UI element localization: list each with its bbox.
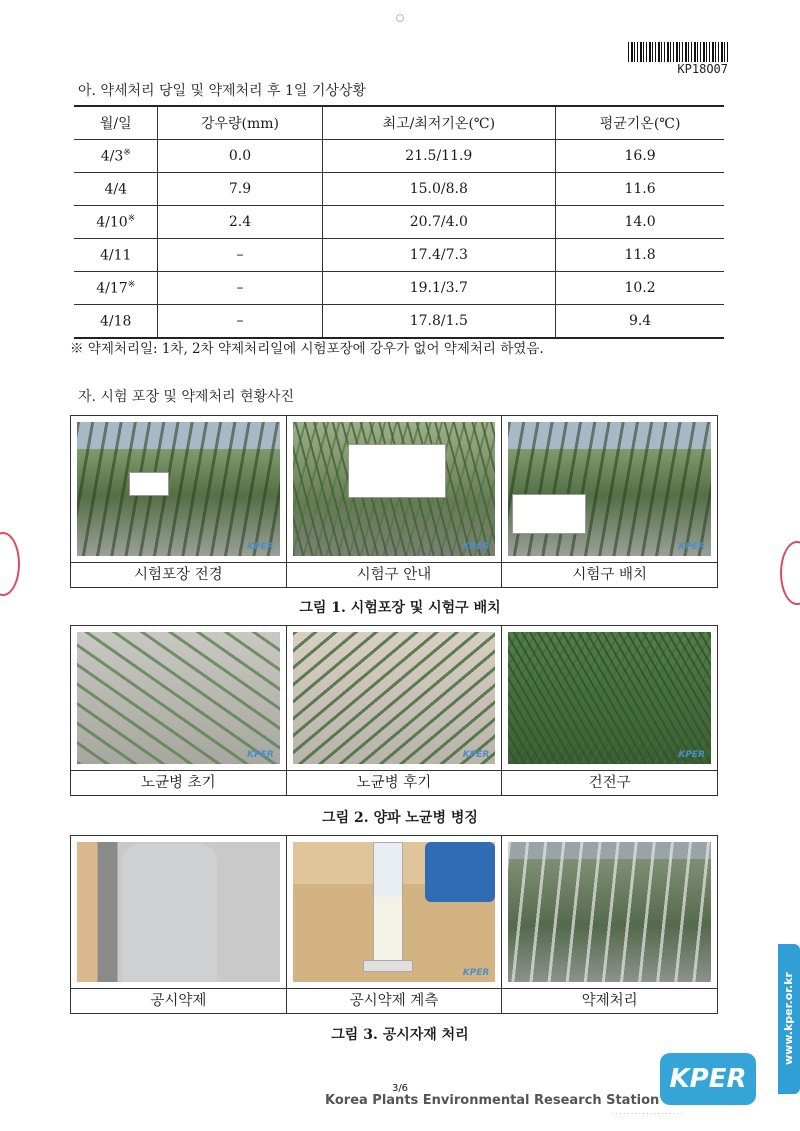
- kper-logo: KPER: [660, 1053, 756, 1105]
- kper-watermark: KPER: [462, 542, 490, 552]
- date-cell: 4/3※: [74, 140, 158, 173]
- cylinder-base: [363, 960, 413, 972]
- figure-title: 그림 3. 공시자재 처리: [331, 1027, 469, 1043]
- figure-caption: 노균병 후기: [287, 771, 503, 795]
- photo-chemical-measurement: [287, 836, 503, 988]
- fine-print: · · · · · · · · · · · · · · · · · · ·: [612, 1111, 683, 1118]
- figure-caption: 건전구: [588, 775, 631, 791]
- photo-healthy-plot: [502, 626, 717, 770]
- avg-cell: 11.6: [556, 173, 724, 206]
- rain-cell: –: [158, 239, 322, 272]
- photo-test-chemical: [71, 836, 287, 988]
- figure-1: [70, 415, 718, 588]
- rain-cell: 2.4: [158, 206, 322, 239]
- column-header: 최고/최저기온(℃): [322, 106, 556, 140]
- figure-2: [70, 625, 718, 796]
- figure-caption: 시험구 안내: [287, 563, 503, 587]
- table-row: [74, 239, 724, 272]
- temp-cell: 17.4/7.3: [322, 239, 556, 272]
- weather-table: [74, 105, 724, 339]
- rain-cell: –: [158, 305, 322, 339]
- photo-downy-mildew-late: [287, 626, 503, 770]
- photo-spraying: [502, 836, 717, 988]
- avg-cell: 10.2: [556, 272, 724, 305]
- chemical-bottle: [122, 844, 217, 982]
- section-title-weather: 아. 약세처리 당일 및 약제처리 후 1일 기상상황: [78, 83, 366, 99]
- blue-barrel: [425, 842, 495, 902]
- temp-cell: 15.0/8.8: [322, 173, 556, 206]
- kper-watermark: KPER: [678, 542, 706, 552]
- avg-cell: 9.4: [556, 305, 724, 339]
- table-row: [74, 272, 724, 305]
- measuring-cylinder: [373, 842, 403, 964]
- table-row: [74, 140, 724, 173]
- figure-title: 그림 2. 양파 노균병 병징: [322, 810, 478, 826]
- figure-caption: 공시약제 계측: [287, 989, 503, 1013]
- document-code: KP18O07: [677, 62, 728, 76]
- section-title-photos: 자. 시험 포장 및 약제처리 현황사진: [78, 389, 295, 405]
- station-name: Korea Plants Environmental Research Station: [325, 1093, 660, 1108]
- kper-watermark: KPER: [247, 542, 274, 552]
- figure-caption: 시험구 배치: [572, 567, 647, 583]
- avg-cell: 14.0: [556, 206, 724, 239]
- plot-guide-sign: [348, 444, 446, 498]
- column-header: 평균기온(℃): [556, 106, 724, 140]
- table-row: [74, 173, 724, 206]
- kper-watermark: KPER: [462, 750, 490, 760]
- column-header: 월/일: [74, 106, 158, 140]
- rain-cell: 0.0: [158, 140, 322, 173]
- avg-cell: 16.9: [556, 140, 724, 173]
- figure-3: [70, 835, 718, 1014]
- kper-watermark: KPER: [678, 750, 706, 760]
- date-cell: 4/18: [74, 305, 158, 339]
- table-row: [74, 305, 724, 339]
- table-note: ※ 약제처리일: 1차, 2차 약제처리일에 시험포장에 강우가 없어 약제처리 하였음.: [70, 341, 544, 357]
- date-cell: 4/4: [74, 173, 158, 206]
- photo-field-overview: [71, 416, 287, 562]
- figure-caption: 공시약제: [71, 989, 287, 1013]
- rain-cell: 7.9: [158, 173, 322, 206]
- date-cell: 4/10※: [74, 206, 158, 239]
- column-header: 강우량(mm): [158, 106, 322, 140]
- kper-watermark: KPER: [462, 968, 490, 978]
- temp-cell: 20.7/4.0: [322, 206, 556, 239]
- table-header-row: [74, 106, 724, 140]
- photo-plot-layout: [502, 416, 717, 562]
- figure-caption: 약제처리: [581, 993, 638, 1009]
- punch-hole-mark: [396, 14, 404, 22]
- date-cell: 4/11: [74, 239, 158, 272]
- table-row: [74, 206, 724, 239]
- rain-cell: –: [158, 272, 322, 305]
- seal-stamp-right: [780, 541, 800, 605]
- temp-cell: 19.1/3.7: [322, 272, 556, 305]
- temp-cell: 21.5/11.9: [322, 140, 556, 173]
- plot-layout-sign: [512, 494, 586, 534]
- avg-cell: 11.8: [556, 239, 724, 272]
- seal-stamp-left: [0, 532, 20, 596]
- website-tab[interactable]: www.kper.or.kr: [778, 944, 800, 1094]
- date-cell: 4/17※: [74, 272, 158, 305]
- temp-cell: 17.8/1.5: [322, 305, 556, 339]
- figure-caption: 노균병 초기: [71, 771, 287, 795]
- barcode: [628, 42, 728, 62]
- photo-downy-mildew-early: [71, 626, 287, 770]
- field-sign: [129, 472, 169, 496]
- photo-plot-guide: [287, 416, 503, 562]
- kper-watermark: KPER: [247, 750, 274, 760]
- page-number: 3/6: [391, 1083, 409, 1094]
- figure-title: 그림 1. 시험포장 및 시험구 배치: [299, 600, 501, 616]
- figure-caption: 시험포장 전경: [71, 563, 287, 587]
